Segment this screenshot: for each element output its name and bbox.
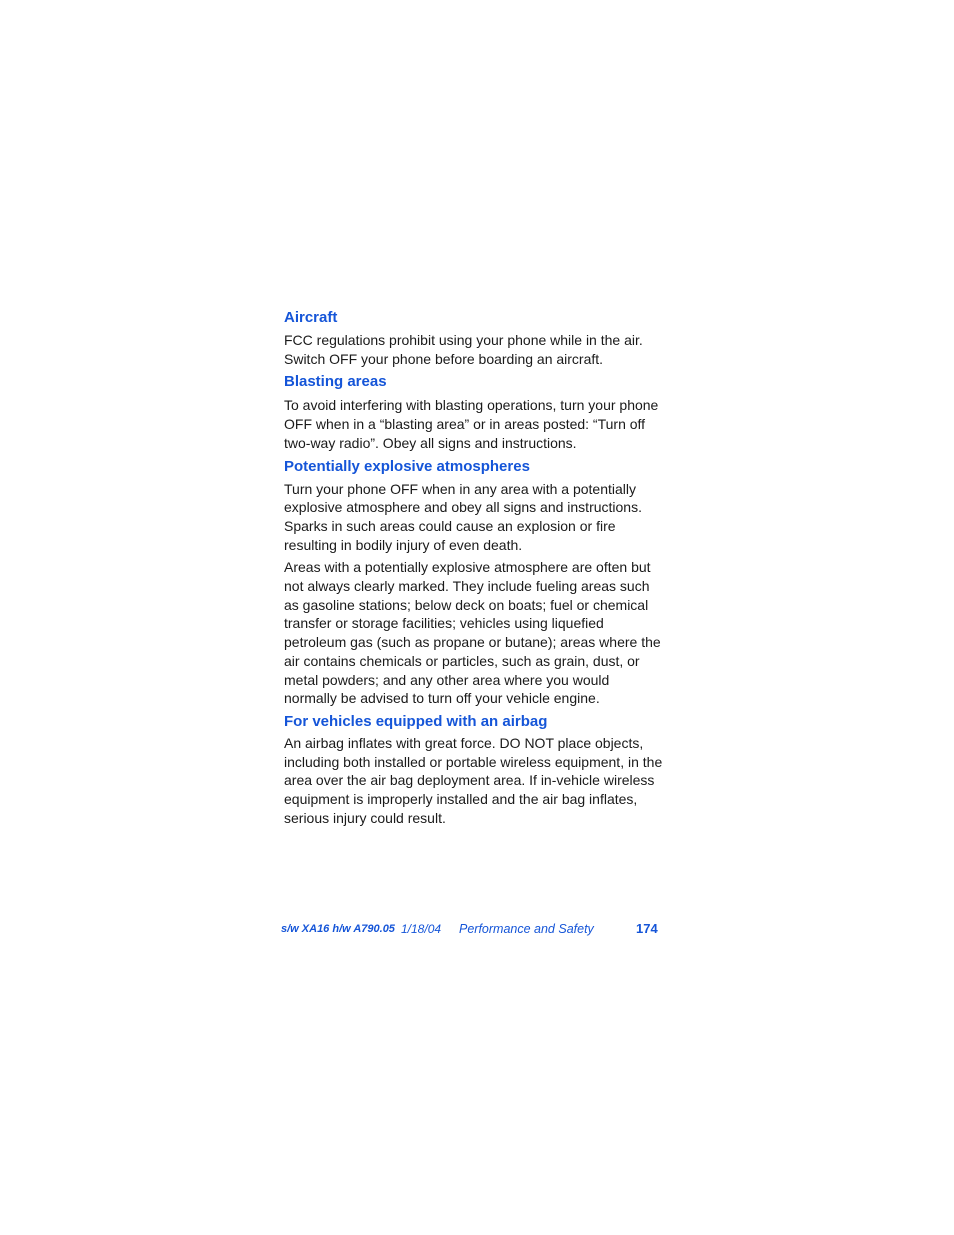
- section-paragraph-airbag: An airbag inflates with great force. DO NOT place objects, including both installed or portable wireless equipment, in the area over the air bag deployment area. If in-vehicle wireless equipment is improperly installed and the air bag inflates, serious injury could result.: [284, 734, 663, 826]
- section-paragraph-explosive-atmospheres-1: Turn your phone OFF when in any area with a potentially explosive atmosphere and obey all signs and instructions. Sparks in such areas could cause an explosion or fire resulting in bodily injury of even death.: [284, 480, 642, 553]
- section-paragraph-explosive-atmospheres-2: Areas with a potentially explosive atmosphere are often but not always clearly marked. They include fueling areas such as gasoline stations; below deck on boats; fuel or chemical transfer or storage facilities; vehicles using liquefied petroleum gas (such as propane or butane); areas where the air contains chemicals or particles, such as grain, dust, or metal powders; and any other area where you would normally be advised to turn off your vehicle engine.: [284, 559, 661, 707]
- section-heading-airbag: For vehicles equipped with an airbag: [284, 712, 548, 730]
- footer-version: s/w XA16 h/w A790.05: [281, 923, 395, 935]
- footer-date: 1/18/04: [401, 922, 442, 936]
- section-paragraph-blasting-areas: To avoid interfering with blasting operations, turn your phone OFF when in a “blasting area” or in areas posted: “Turn off two-way radio”. Obey all signs and instructions.: [284, 397, 659, 451]
- section-heading-explosive-atmospheres: Potentially explosive atmospheres: [284, 457, 530, 475]
- section-heading-aircraft: Aircraft: [284, 309, 338, 326]
- document-body: [284, 308, 666, 827]
- page-footer: [281, 920, 661, 938]
- section-paragraph-aircraft: FCC regulations prohibit using your phone while in the air. Switch OFF your phone before boarding an aircraft.: [284, 332, 643, 367]
- footer-page-number: 174: [636, 921, 658, 936]
- section-heading-blasting-areas: Blasting areas: [284, 373, 387, 391]
- footer-section-title: Performance and Safety: [459, 922, 594, 936]
